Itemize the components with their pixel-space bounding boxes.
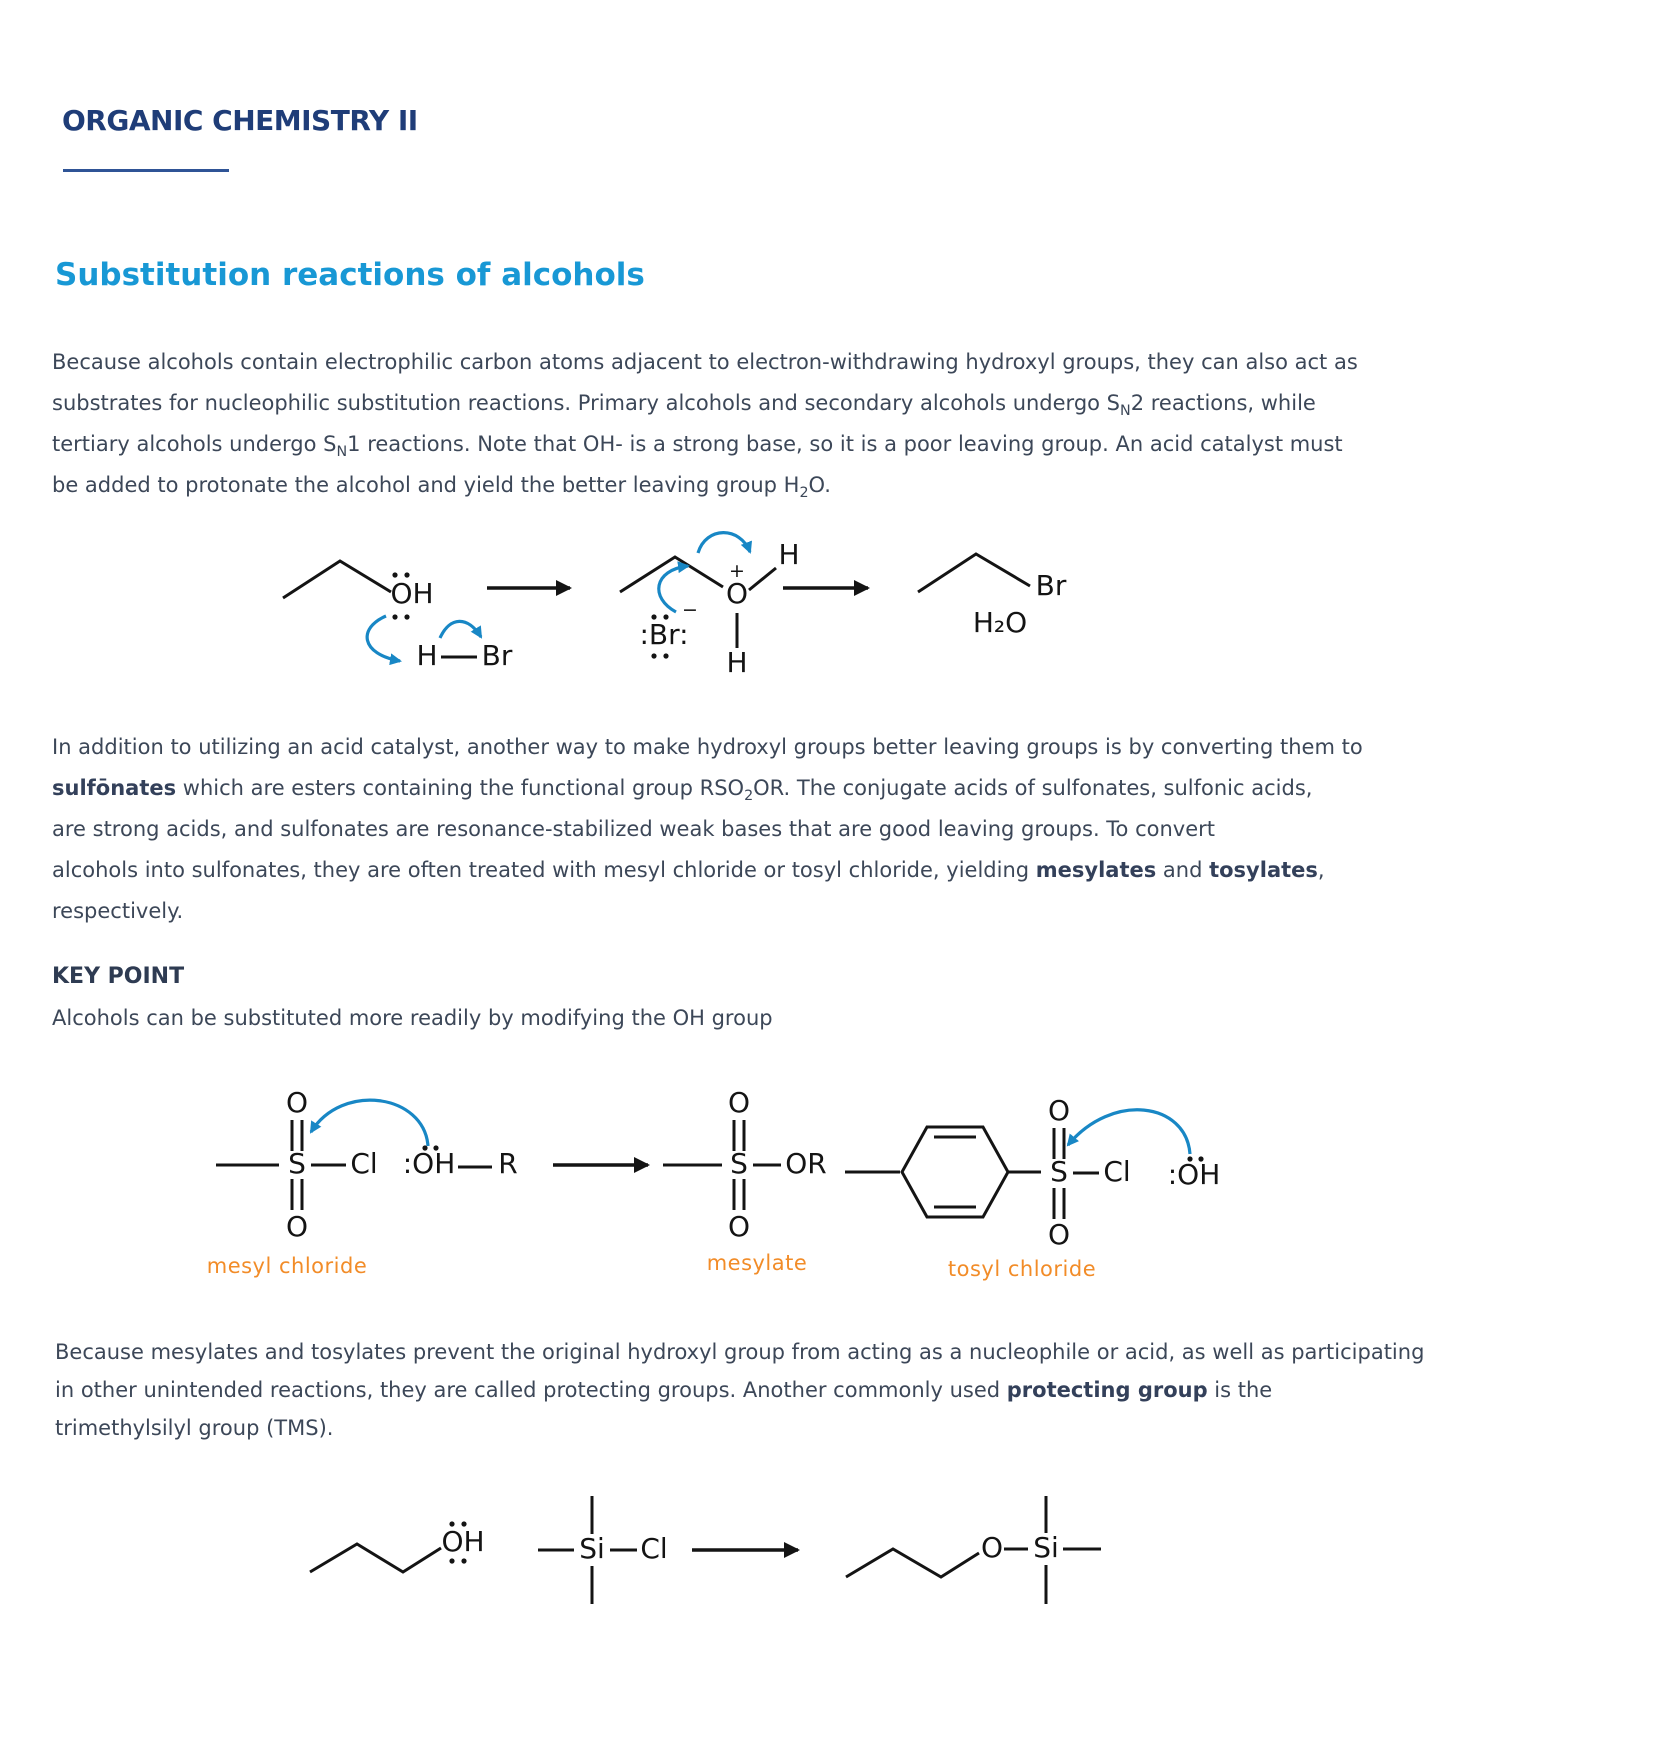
atom-label: Cl [1103,1155,1131,1188]
atom-label: S [288,1147,306,1180]
caption-mesylate: mesylate [706,1251,808,1275]
tms-ether-molecule [846,1496,1101,1604]
mesyl-chloride-molecule [216,1086,428,1243]
water-label: H₂O [972,606,1028,639]
key-point-heading: KEY POINT [52,964,185,989]
atom-label: Cl [350,1147,378,1180]
atom-label: O [285,1210,309,1243]
section-title: Substitution reactions of alcohols [55,257,645,293]
tms-diagram [0,1480,1676,1660]
protonated-alcohol-molecule [620,533,800,679]
sulfonate-diagram [0,1060,1676,1300]
atom-label: Si [1033,1531,1059,1564]
paragraph-intro: Because alcohols contain electrophilic carbon atoms adjacent to electron-withdrawing hydroxyl groups, they can also act as substrates for nucleophilic substitution reactions. Primary alcohols and secondary alcohols undergo $S_N2$ reactions, while tertiary alcohols undergo $S_N1$ reactions. Note that OH- is a strong base, so it is a poor leaving group. An acid catalyst must be added to protonate the alcohol and yield the better leaving group $H_2O$. [52,350,1358,502]
paragraph-sulfonates: In addition to utilizing an acid catalyst, another way to make hydroxyl groups better leaving groups is by converting them to sulfōnates which are esters containing the functional group $RSO_2OR$. The conjugate acids of sulfonates, sulfonic acids, are strong acids, and sulfonates are resonance-stabilized weak bases that are good leaving groups. To convert alcohols into sulfonates, they are often treated with mesyl chloride or tosyl chloride, yielding mesylates and tosylates, respectively. [52,735,1363,923]
atom-label: :OH [402,1147,456,1180]
atom-label: OH [390,577,434,610]
electron-pushing-arrow [440,621,481,638]
atom-label: R [498,1147,518,1180]
atom-label: S [730,1147,748,1180]
atom-label: :Br: [639,618,689,651]
tms-chloride-molecule [538,1496,668,1604]
atom-label: OH [441,1525,485,1558]
atom-label: H [778,538,800,571]
ethyl-bromide-molecule [918,554,1067,639]
electron-pushing-arrow [311,1100,428,1146]
atom-label: Br [1035,569,1067,602]
tosyl-chloride-molecule [845,1094,1220,1251]
atom-label: O [980,1531,1004,1564]
ethanol-molecule [283,561,434,620]
electron-pushing-arrow [698,533,750,553]
propanol-molecule [310,1521,485,1572]
atom-label: S [1050,1155,1068,1188]
minus-charge: − [682,599,698,621]
electron-pushing-arrow [367,616,400,661]
atom-label: Cl [640,1532,668,1565]
atom-label: Si [579,1532,605,1565]
atom-label: O [285,1086,309,1119]
atom-label: H [416,639,438,672]
atom-label: H [726,646,748,679]
hbr-molecule [416,639,512,672]
key-point-text: Alcohols can be substituted more readily by modifying the OH group [52,1006,773,1030]
atom-label: :OH [1167,1158,1221,1191]
page-title: ORGANIC CHEMISTRY II [62,104,418,137]
title-underline [63,169,229,172]
alcohol-molecule [403,1145,518,1180]
caption-tosyl-chloride: tosyl chloride [947,1257,1097,1281]
atom-label: O [727,1086,751,1119]
electron-pushing-arrow [1068,1110,1190,1154]
mechanism-diagram [0,480,1676,690]
atom-label: O [725,577,749,610]
mesylate-molecule [663,1086,827,1243]
atom-label: OR [785,1147,827,1180]
plus-charge: + [729,560,745,582]
atom-label: O [727,1210,751,1243]
atom-label: O [1047,1094,1071,1127]
atom-label: O [1047,1218,1071,1251]
caption-mesyl-chloride: mesyl chloride [206,1254,368,1278]
paragraph-protecting-groups: Because mesylates and tosylates prevent the original hydroxyl group from acting as a nucleophile or acid, as well as participating in other unintended reactions, they are called protecting groups. Another commonly used protecting group is the trimethylsilyl group (TMS). [55,1340,1425,1440]
atom-label: Br [481,639,513,672]
